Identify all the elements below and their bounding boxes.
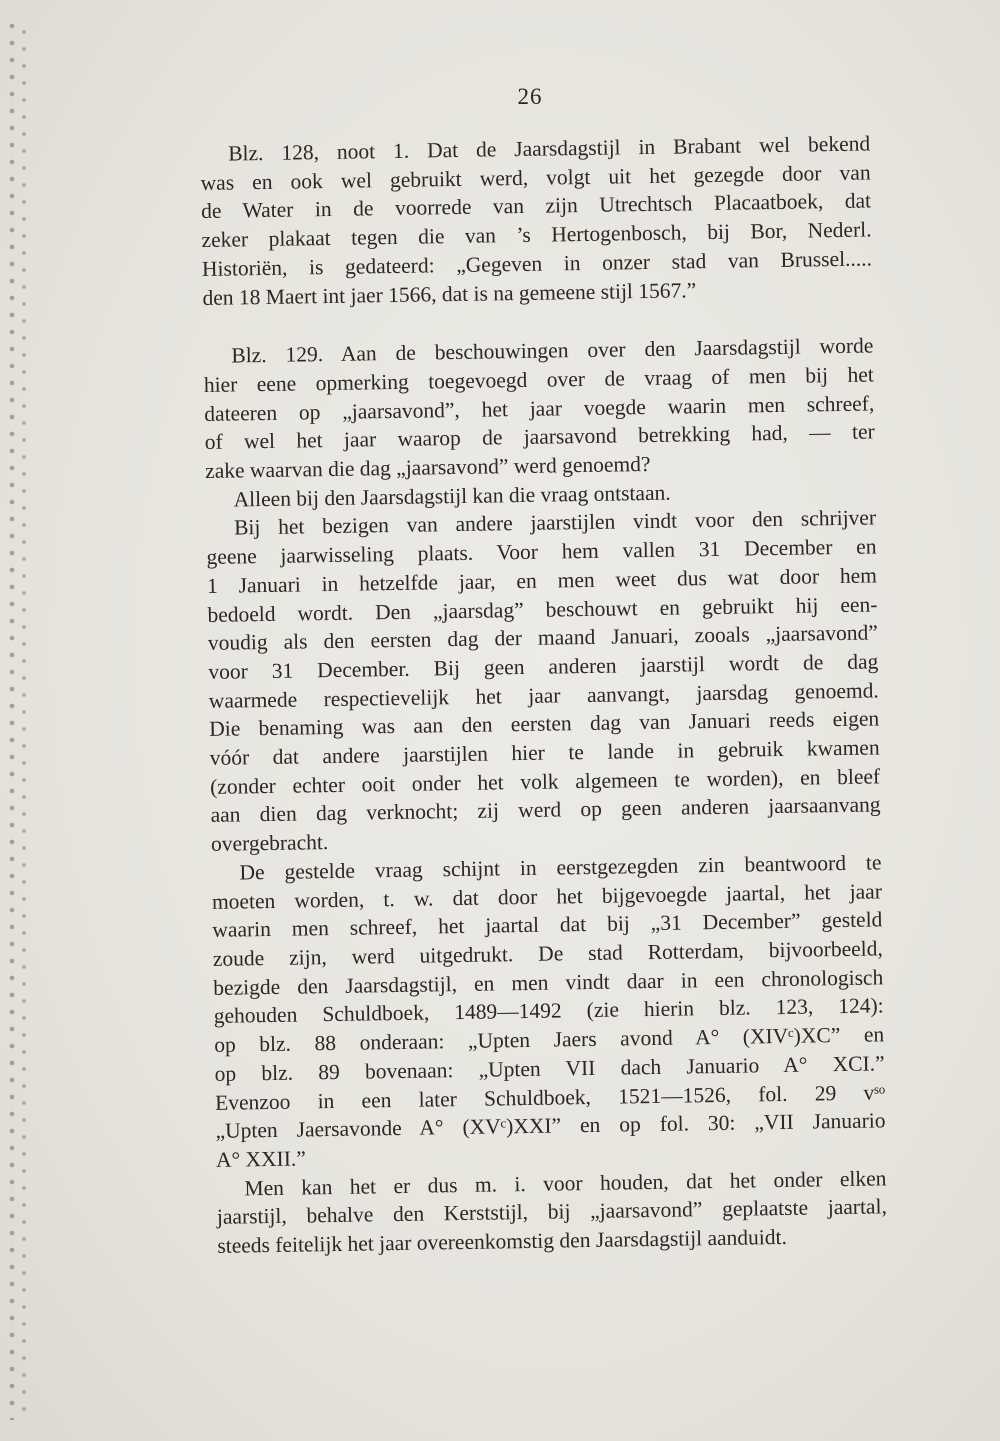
binding-holes — [8, 20, 28, 1420]
paragraph — [216, 1164, 887, 1261]
text-line: hier eene opmerking toegevoegd over de vraag of men bij het — [203, 362, 874, 397]
text-line: (zonder echter ooit onder het volk algemeen te worden), en bleef — [209, 764, 881, 799]
text-line: Men kan het er dus m. i. voor houden, dat het onder elken — [244, 1165, 887, 1201]
text-line: waarin men schreef, het jaartal dat bij „31 December” gesteld — [212, 907, 883, 943]
text-line: gehouden Schuldboek, 1489—1492 (zie hierin blz. 123, 124): — [213, 993, 884, 1029]
text-line: bedoeld wordt. Den „jaarsdag” beschouwt en gebruikt hij een- — [207, 591, 878, 627]
text-line: vóór dat andere jaarstijlen hier te lande in gebruik kwamen — [209, 735, 880, 770]
text-line: overgebracht. — [210, 830, 329, 857]
text-line: De gestelde vraag schijnt in eerstgezegden zin beantwoord te — [239, 850, 882, 885]
text-line: 1 Januari in hetzelfde jaar, en men weet dus wat door hem — [206, 563, 878, 598]
text-line: geene jaarwisseling plaats. Voor hem vallen 31 December en — [206, 534, 877, 570]
text-line: bezigde den Jaarsdagstijl, en men vindt daar in een chronologisch — [213, 965, 884, 1000]
text-line: zoude zijn, werd uitgedrukt. De stad Rotterdam, bijvoorbeeld, — [212, 936, 883, 971]
text-line: dateeren op „jaarsavond”, het jaar voegde waarin men schreef, — [204, 391, 875, 426]
paragraph — [200, 129, 873, 312]
body-text — [200, 129, 888, 1260]
text-line: was en ook wel gebruikt werd, volgt uit het gezegde door van — [200, 160, 871, 195]
paragraph — [211, 848, 886, 1174]
text-line: zake waarvan die dag „jaarsavond” werd genoemd? — [205, 451, 651, 483]
text-line: op blz. 88 onderaan: „Upten Jaers avond A° (XIVᶜ)XC” en — [214, 1022, 885, 1057]
text-line: Historiën, is gedateerd: „Gegeven in onzer stad van Brussel..... — [201, 246, 873, 281]
text-line: jaarstijl, behalve den Kerststijl, bij „jaarsavond” geplaatste jaartal, — [216, 1194, 888, 1230]
text-line: Bij het bezigen van andere jaarstijlen vindt voor den schrijver — [233, 505, 877, 540]
text-line: moeten worden, t. w. dat door het bijgevoegde jaartal, het jaar — [211, 878, 883, 914]
text-line: Evenzoo in een later Schuldboek, 1521—1526, fol. 29 vˢᵒ — [214, 1079, 886, 1115]
text-line: voudig als den eersten dag der maand Januari, zooals „jaarsavond” — [207, 620, 879, 656]
text-line: Blz. 128, noot 1. Dat de Jaarsdagstijl in Brabant wel bekend — [228, 131, 871, 166]
text-line: steeds feitelijk het jaar overeenkomstig den Jaarsdagstijl aanduidt. — [217, 1224, 788, 1258]
text-line: den 18 Maert int jaer 1566, dat is na gemeene stijl 1567.” — [202, 277, 697, 310]
text-line: zeker plakaat tegen die van ’s Hertogenbosch, bij Bor, Nederl. — [201, 217, 872, 253]
paragraph — [203, 332, 875, 486]
page-number: 26 — [517, 84, 543, 109]
text-line: op blz. 89 bovenaan: „Upten VII dach Januario A° XCI.” — [214, 1051, 885, 1086]
text-line: waarmede respectievelijk het jaar aanvangt, jaarsdag genoemd. — [208, 678, 879, 713]
text-line: aan dien dag verknocht; zij werd op geen anderen jaarsaanvang — [210, 792, 881, 828]
text-line: Blz. 129. Aan de beschouwingen over den Jaarsdagstijl worde — [231, 333, 874, 368]
text-line: Die benaming was aan den eersten dag van Januari reeds eigen — [209, 706, 880, 742]
text-line: voor 31 December. Bij geen anderen jaarstijl wordt de dag — [208, 649, 879, 684]
text-line: Alleen bij den Jaarsdagstijl kan die vraag ontstaan. — [233, 480, 671, 512]
text-line: de Water in de voorrede van zijn Utrechtsch Placaatboek, dat — [200, 188, 872, 224]
text-line: A° XXII.” — [215, 1146, 306, 1172]
text-line: „Upten Jaersavonde A° (XVᶜ)XXI” en op fol. 30: „VII Januario — [215, 1108, 886, 1144]
text-line: of wel het jaar waarop de jaarsavond betrekking had, — ter — [204, 419, 875, 455]
paragraph — [206, 504, 881, 859]
